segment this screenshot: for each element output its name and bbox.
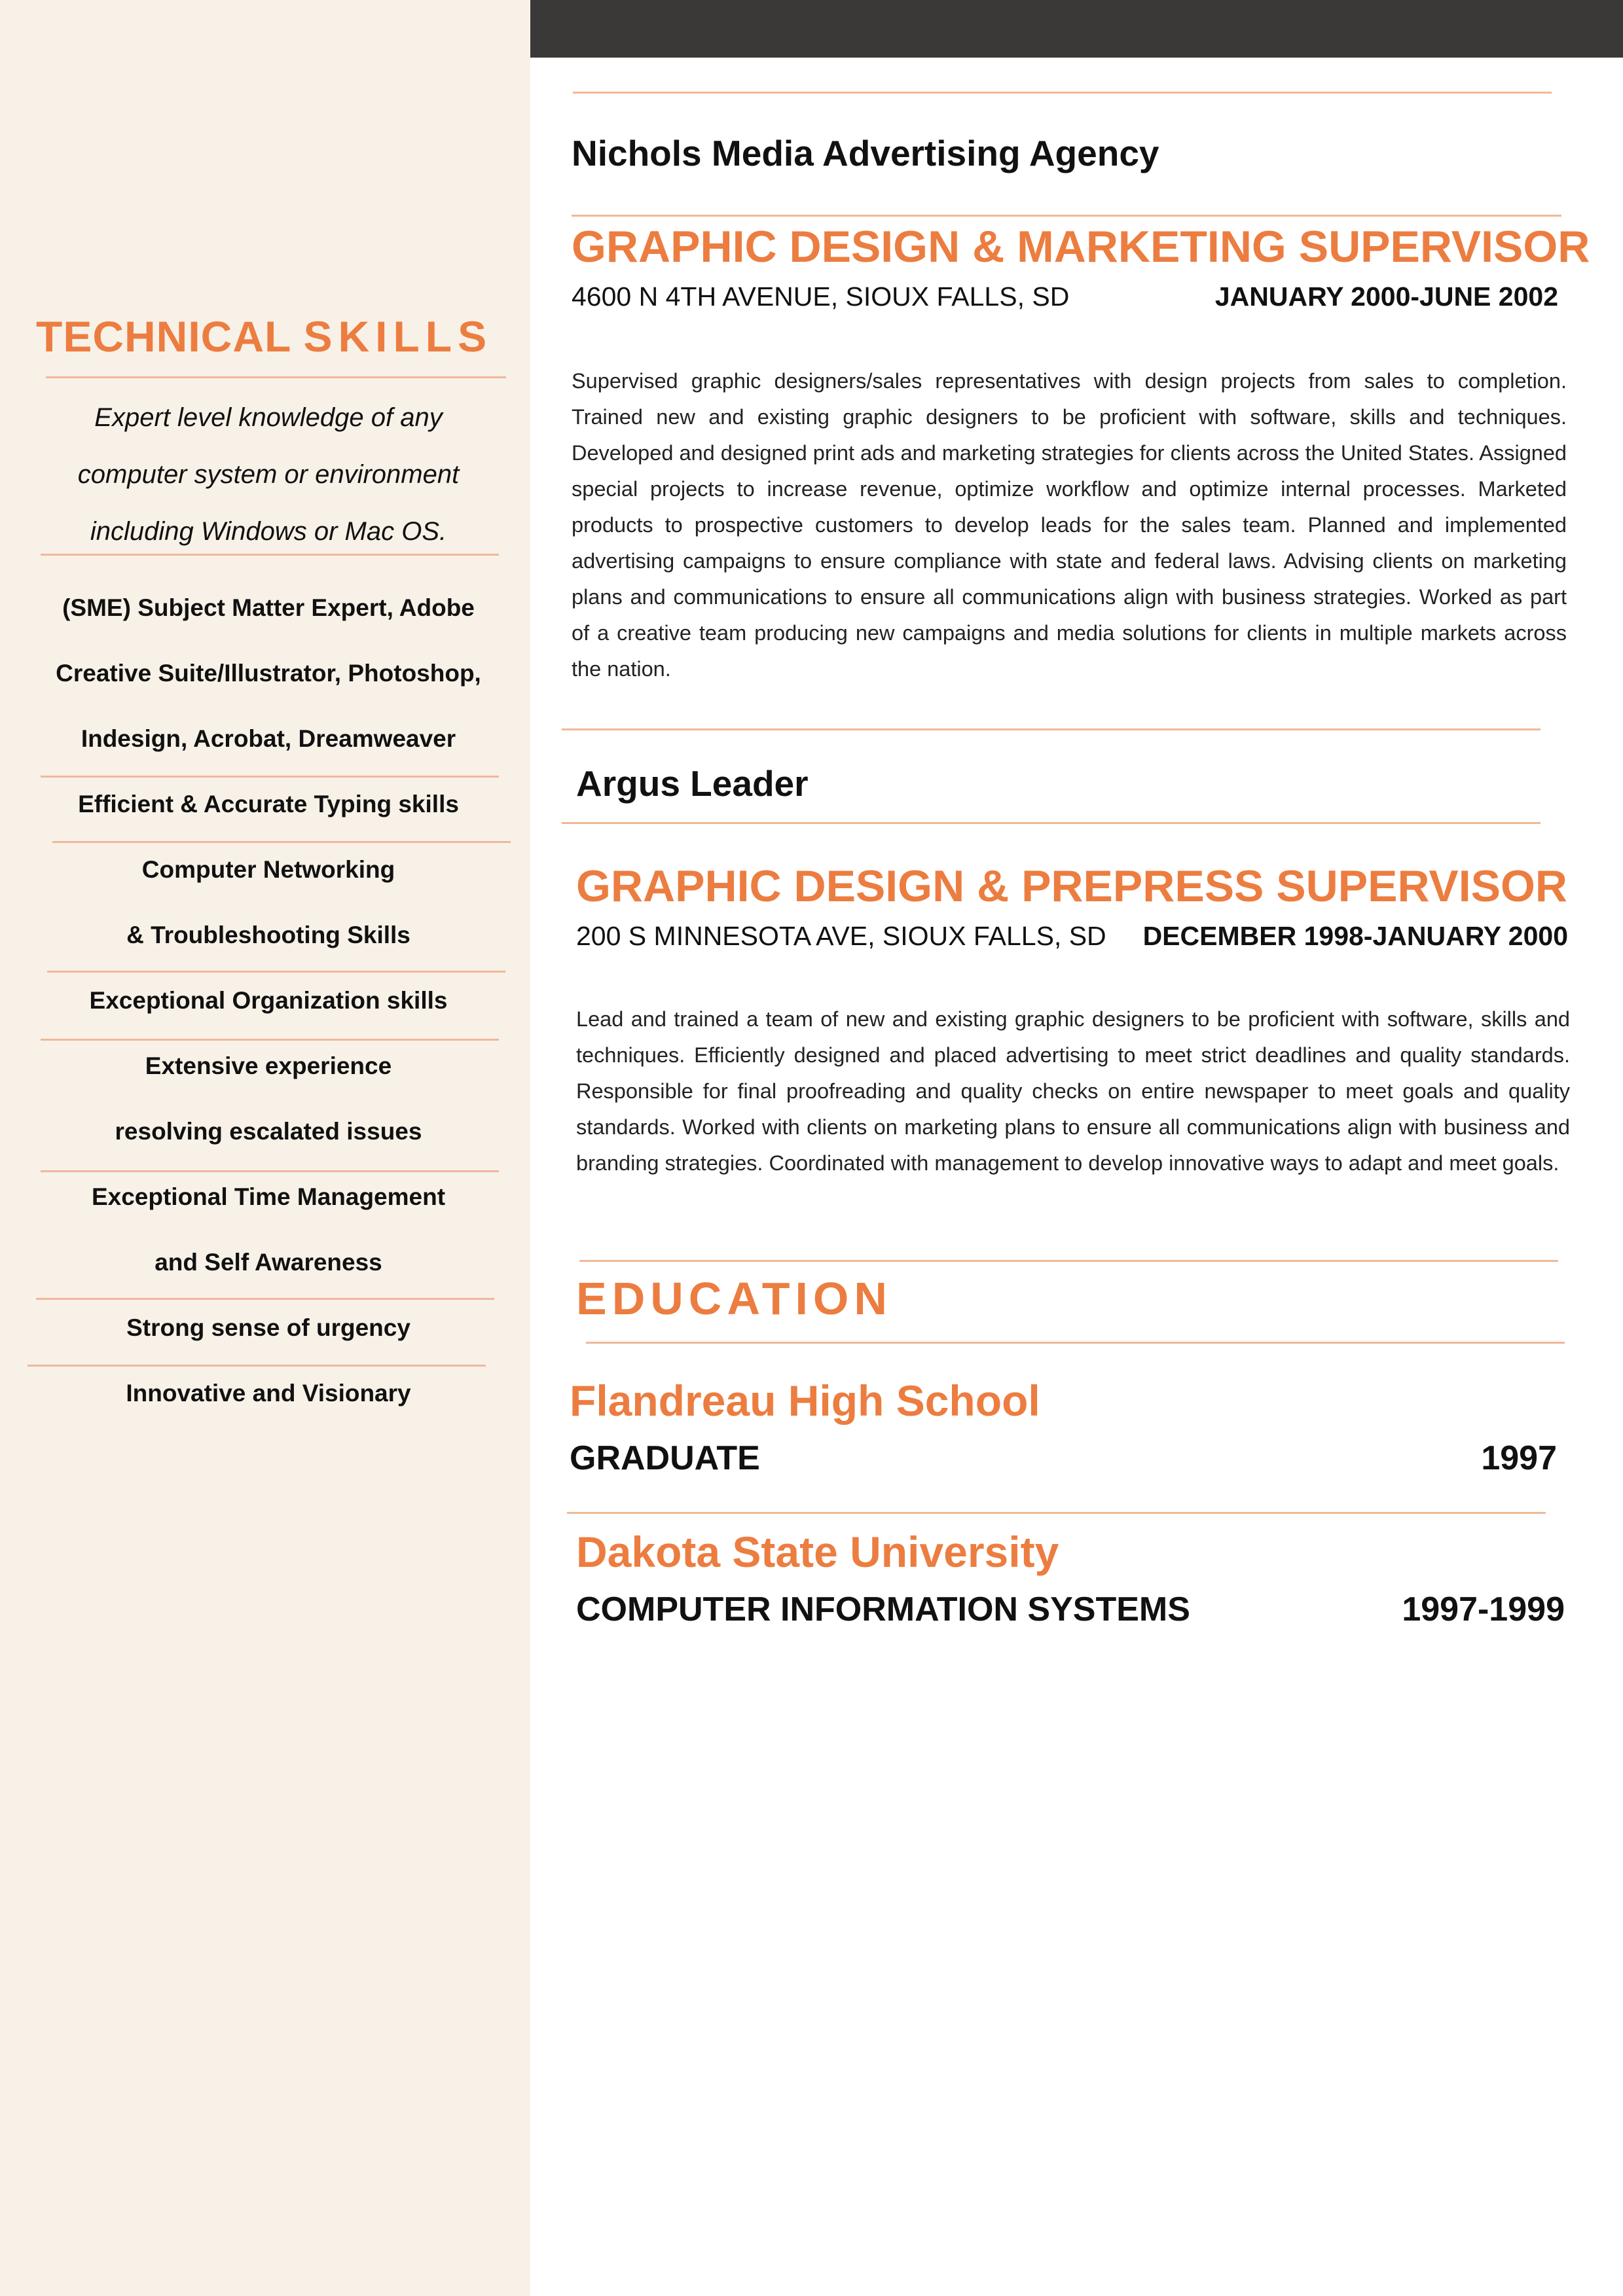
skills-divider bbox=[52, 841, 511, 843]
school-name: Flandreau High School bbox=[570, 1376, 1040, 1425]
job-description: Supervised graphic designers/sales representatives with design projects from sales to completion. Trained new and existing graphic designers to be proficient with software, skills and techniques. Developed and designed print ads and marketing strategies for clients across the United States. Assigned special projects to increase revenue, optimize workflow and optimize internal processes. Marketed products to prospective customers to develop leads for the sales team. Planned and implemented advertising campaigns to ensure compliance with state and federal laws. Advising clients on marketing plans and communications to ensure all communications align with business strategies. Worked as part of a creative team producing new campaigns and media solutions for clients in multiple markets across the nation. bbox=[572, 369, 1567, 681]
skill-item: Exceptional Organization skills bbox=[89, 987, 448, 1014]
skill-item: and Self Awareness bbox=[155, 1249, 382, 1276]
skills-intro-line: including Windows or Mac OS. bbox=[90, 517, 447, 546]
education-heading: EDUCATION bbox=[576, 1273, 892, 1324]
section-divider bbox=[562, 822, 1541, 824]
skills-divider bbox=[41, 554, 499, 556]
skill-item: Computer Networking bbox=[141, 856, 395, 883]
skills-heading-part-2: SKILLS bbox=[303, 312, 493, 361]
degree: COMPUTER INFORMATION SYSTEMS bbox=[576, 1590, 1190, 1628]
skill-item: Strong sense of urgency bbox=[126, 1314, 410, 1341]
section-divider bbox=[579, 1260, 1558, 1262]
job-description: Lead and trained a team of new and existing graphic designers to be proficient with software, skills and techniques. Efficiently designed and placed advertising to meet strict deadlines and quality standards. Responsible for final proofreading and quality checks on entire newspaper to meet goals and quality standards. Worked with clients on marketing plans to ensure all communications align with business and branding strategies. Coordinated with management to develop innovative ways to adapt and meet goals. bbox=[576, 1007, 1570, 1175]
skill-item: resolving escalated issues bbox=[115, 1118, 422, 1145]
job-title: GRAPHIC DESIGN & MARKETING SUPERVISOR bbox=[572, 222, 1590, 272]
company-name: Argus Leader bbox=[576, 763, 809, 804]
skills-intro-line: Expert level knowledge of any bbox=[94, 403, 443, 432]
section-divider bbox=[567, 1512, 1546, 1514]
skill-item: Creative Suite/Illustrator, Photoshop, bbox=[56, 660, 481, 687]
skill-item: (SME) Subject Matter Expert, Adobe bbox=[62, 594, 475, 621]
skills-heading-part-1: TECHNICAL bbox=[36, 312, 304, 361]
skills-divider bbox=[41, 1039, 499, 1041]
job-title: GRAPHIC DESIGN & PREPRESS SUPERVISOR bbox=[576, 861, 1567, 911]
skills-intro bbox=[26, 389, 511, 560]
job-dates: DECEMBER 1998-JANUARY 2000 bbox=[1142, 921, 1568, 951]
education-years: 1997-1999 bbox=[1402, 1590, 1565, 1628]
skill-item: Efficient & Accurate Typing skills bbox=[78, 791, 459, 817]
skill-item: Innovative and Visionary bbox=[126, 1380, 411, 1407]
company-name: Nichols Media Advertising Agency bbox=[572, 133, 1159, 173]
education-years: 1997 bbox=[1481, 1439, 1557, 1477]
section-divider bbox=[572, 215, 1561, 217]
skill-item: Exceptional Time Management bbox=[91, 1183, 446, 1210]
section-divider bbox=[586, 1342, 1565, 1344]
school-name: Dakota State University bbox=[576, 1528, 1059, 1576]
skills-divider bbox=[47, 971, 505, 973]
section-divider bbox=[573, 92, 1552, 94]
skills-intro-line: computer system or environment bbox=[77, 460, 460, 489]
header-bar bbox=[530, 0, 1623, 58]
skill-item: & Troubleshooting Skills bbox=[126, 922, 410, 948]
skills-divider bbox=[36, 1298, 494, 1300]
job-address: 200 S MINNESOTA AVE, SIOUX FALLS, SD bbox=[576, 921, 1106, 951]
skills-divider bbox=[41, 1170, 499, 1172]
job-dates: JANUARY 2000-JUNE 2002 bbox=[1214, 281, 1558, 312]
skills-heading-divider bbox=[46, 376, 506, 378]
skills-divider bbox=[41, 776, 499, 778]
skills-divider bbox=[27, 1365, 486, 1367]
skill-item: Extensive experience bbox=[145, 1052, 392, 1079]
skills-heading bbox=[36, 312, 494, 361]
degree: GRADUATE bbox=[570, 1439, 760, 1477]
section-divider bbox=[562, 728, 1541, 730]
skill-item: Indesign, Acrobat, Dreamweaver bbox=[81, 725, 456, 752]
job-address: 4600 N 4TH AVENUE, SIOUX FALLS, SD bbox=[572, 281, 1070, 312]
